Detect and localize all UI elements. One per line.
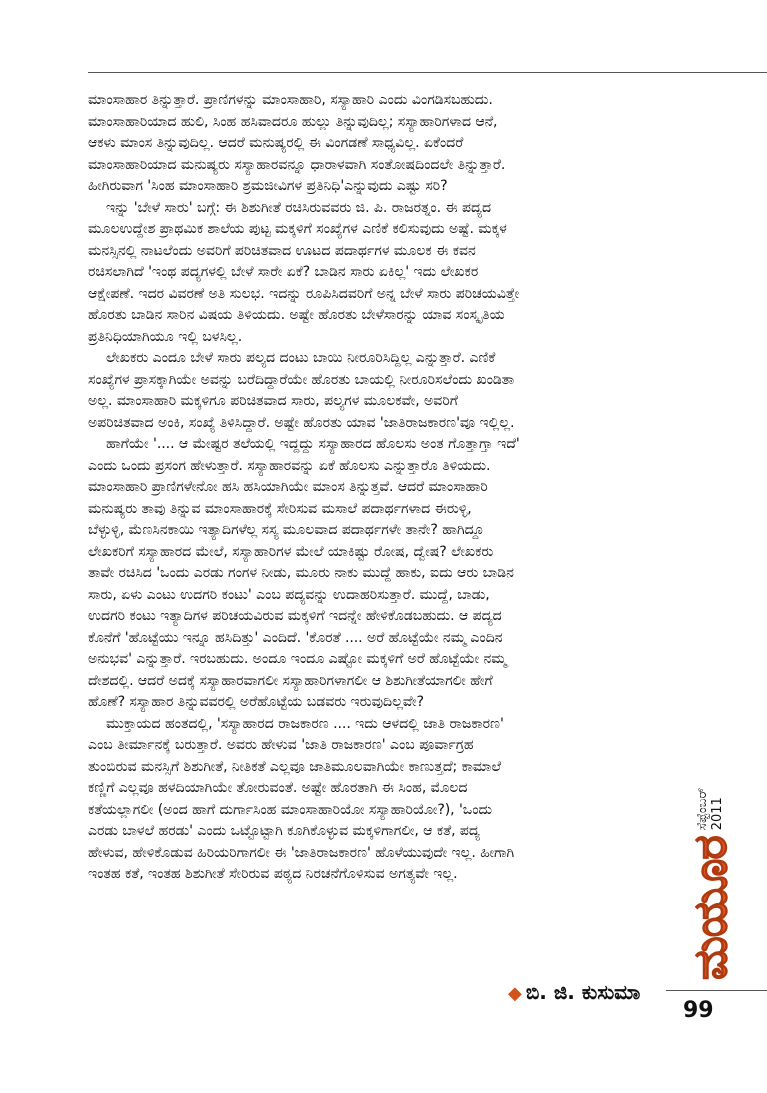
text-line: ಎರಡು ಬಾಳಲೆ ಹರಡು' ಎಂದು ಒಟ್ಟೊಟ್ಟಾಗಿ ಕೂಗಿಕೊಳ್ಳುವ ಮಕ್ಕಳಿಗಾಗಲೀ, ಆ ಕತೆ, ಪದ್ಯ [88,823,480,839]
top-rule [88,72,767,73]
page-number: 99 [683,998,714,1023]
text-line: ಬೆಳ್ಳುಳ್ಳಿ, ಮೆಣಸಿನಕಾಯಿ ಇತ್ಯಾದಿಗಳೆಲ್ಲ ಸಸ್ಯ ಮೂಲವಾದ ಪದಾರ್ಥಗಳೇ ತಾನೇ? ಹಾಗಿದ್ದೂ [88,522,485,538]
text-line: ಸಂಖ್ಯೆಗಳ ಪ್ರಾಸಕ್ಕಾಗಿಯೇ ಅವನ್ನು ಬರೆದಿದ್ದಾರೆಯೇ ಹೊರತು ಬಾಯಲ್ಲಿ ನೀರೂರಿಸಲೆಂದು ಖಂಡಿತಾ [88,371,515,388]
text-line: ಕೊನೆಗೆ 'ಹೊಟ್ಟೆಯು ಇನ್ನೂ ಹಸಿದಿತ್ತು' ಎಂದಿದೆ. 'ಕೊರತೆ .... ಅರೆ ಹೊಟ್ಟೆಯೇ ನಮ್ಮ ಎಂದಿನ [88,629,503,646]
text-line: ಮಾಂಸಾಹಾರಿಯಾದ ಹುಲಿ, ಸಿಂಹ ಹಸಿವಾದರೂ ಹುಲ್ಲು ತಿನ್ನುವುದಿಲ್ಲ; ಸಸ್ಯಾಹಾರಿಗಳಾದ ಆನೆ, [88,113,498,130]
text-line: ಮಾಂಸಾಹಾರಿಯಾದ ಮನುಷ್ಯರು ಸಸ್ಯಾಹಾರವನ್ನೂ ಧಾರಾಳವಾಗಿ ಸಂತೋಷದಿಂದಲೇ ತಿನ್ನುತ್ತಾರೆ. [88,156,506,173]
text-line: ಅಪರಿಚಿತವಾದ ಅಂಕಿ, ಸಂಖ್ಯೆ ತಿಳಿಸಿದ್ದಾರೆ. ಅಷ್ಟೇ ಹೊರತು ಯಾವ 'ಜಾತಿರಾಜಕಾರಣ'ವೂ ಇಲ್ಲಿಲ್ಲ. [88,414,515,431]
text-line: ಮಾಂಸಾಹಾರಿ ಪ್ರಾಣಿಗಳೇನೋ ಹಸಿ ಹಸಿಯಾಗಿಯೇ ಮಾಂಸ ತಿನ್ನುತ್ತವೆ. ಆದರೆ ಮಾಂಸಾಹಾರಿ [88,479,488,495]
text-line: ರಚಿಸಲಾಗಿದೆ 'ಇಂಥ ಪದ್ಯಗಳಲ್ಲಿ ಬೇಳೆ ಸಾರೇ ಏಕೆ? ಬಾಡಿನ ಸಾರು ಏಕಿಲ್ಲ' ಇದು ಲೇಖಕರ [88,264,479,280]
text-line: ಹೊರತು ಬಾಡಿನ ಸಾರಿನ ವಿಷಯ ತಿಳಿಯದು. ಅಷ್ಟೇ ಹೊರತು ಬೇಳೆಸಾರನ್ನು ಯಾವ ಸಂಸ್ಕೃತಿಯ [88,307,505,323]
footer-rule [666,990,767,991]
issue-year: 2011 [710,797,725,831]
text-line: ದೇಶದಲ್ಲಿ. ಆದರೆ ಅದಕ್ಕೆ ಸಸ್ಯಾಹಾರವಾಗಲೀ ಸಸ್ಯಾಹಾರಿಗಳಾಗಲೀ ಆ ಶಿಶುಗೀತೆಯಾಗಲೀ ಹೇಗೆ [88,672,493,689]
text-line: ಮನುಷ್ಯರು ತಾವು ತಿನ್ನುವ ಮಾಂಸಾಹಾರಕ್ಕೆ ಸೇರಿಸುವ ಮಸಾಲೆ ಪದಾರ್ಥಗಳಾದ ಈರುಳ್ಳಿ, [88,500,472,517]
text-line: ಪ್ರತಿನಿಧಿಯಾಗಿಯೂ ಇಲ್ಲಿ ಬಳಸಿಲ್ಲ. [88,328,243,345]
text-line: ತಾವೇ ರಚಿಸಿದ 'ಒಂದು ಎರಡು ಗಂಗಳ ನೀಡು, ಮೂರು ನಾಕು ಮುದ್ದೆ ಹಾಕು, ಐದು ಆರು ಬಾಡಿನ [88,565,514,581]
diamond-icon: ◆ [508,983,522,1004]
text-line: ಮಾಂಸಾಹಾರ ತಿನ್ನುತ್ತಾರೆ. ಪ್ರಾಣಿಗಳನ್ನು ಮಾಂಸಾಹಾರಿ, ಸಸ್ಯಾಹಾರಿ ಎಂದು ವಿಂಗಡಿಸಬಹುದು. [88,92,493,108]
text-line: ಲೇಖಕರಿಗೆ ಸಸ್ಯಾಹಾರದ ಮೇಲೆ, ಸಸ್ಯಾಹಾರಿಗಳ ಮೇಲೆ ಯಾಕಿಷ್ಟು ರೋಷ, ದ್ವೇಷ? ಲೇಖಕರು [88,543,494,560]
text-line: ಆಕ್ಷೇಪಣೆ. ಇದರ ವಿವರಣೆ ಅತಿ ಸುಲಭ. ಇದನ್ನು ರೂಪಿಸಿದವರಿಗೆ ಅನ್ನ ಬೇಳೆ ಸಾರು ಪರಿಚಯವಿತ್ತೇ [88,285,520,302]
magazine-logo: ಮಯೂರ [683,836,737,980]
text-line: ಮನಸ್ಸಿನಲ್ಲಿ ನಾಟಲೆಂದು ಅವರಿಗೆ ಪರಿಚಿತವಾದ ಊಟದ ಪದಾರ್ಥಗಳ ಮೂಲಕ ಈ ಕವನ [88,242,476,259]
text-line: ಮುಕ್ತಾಯದ ಹಂತದಲ್ಲಿ, 'ಸಸ್ಯಾಹಾರದ ರಾಜಕಾರಣ .... ಇದು ಆಳದಲ್ಲಿ ಜಾತಿ ರಾಜಕಾರಣ' [106,715,504,732]
text-line: ಮೂಲಉದ್ದೇಶ ಪ್ರಾಥಮಿಕ ಶಾಲೆಯ ಪುಟ್ಟ ಮಕ್ಕಳಿಗೆ ಸಂಖ್ಯೆಗಳ ಎಣಿಕೆ ಕಲಿಸುವುದು ಅಷ್ಟೆ. ಮಕ್ಕಳ [88,221,507,237]
text-line: ಎಂಬ ತೀರ್ಮಾನಕ್ಕೆ ಬರುತ್ತಾರೆ. ಅವರು ಹೇಳುವ 'ಜಾತಿ ರಾಜಕಾರಣ' ಎಂಬ ಪೂರ್ವಾಗ್ರಹ [88,737,474,753]
text-line: ಲೇಖಕರು ಎಂದೂ ಬೇಳೆ ಸಾರು ಪಲ್ಯದ ದಂಟು ಬಾಯಿ ನೀರೂರಿಸಿದ್ದಿಲ್ಲ ಎನ್ನುತ್ತಾರೆ. ಎಣಿಕೆ [106,350,496,366]
text-line: ಹಾಗೆಯೇ '.... ಆ ಮೇಷ್ಟರ ತಲೆಯಲ್ಲಿ ಇದ್ದದ್ದು ಸಸ್ಯಾಹಾರದ ಹೊಲಸು ಅಂತ ಗೊತ್ತಾಗ್ತಾ ಇದೆ' [106,436,520,452]
sidebar-masthead [680,787,740,980]
text-line: ಆಕಳು ಮಾಂಸ ತಿನ್ನುವುದಿಲ್ಲ. ಆದರೆ ಮನುಷ್ಯರಲ್ಲಿ ಈ ವಿಂಗಡಣೆ ಸಾಧ್ಯವಿಲ್ಲ. ಏಕೆಂದರೆ [88,135,464,151]
text-line: ತುಂಬಿರುವ ಮನಸ್ಸಿಗೆ ಶಿಶುಗೀತೆ, ನೀತಿಕತೆ ಎಲ್ಲವೂ ಜಾತಿಮೂಲವಾಗಿಯೇ ಕಾಣುತ್ತದೆ; ಕಾಮಾಲೆ [88,758,501,775]
article-body [88,90,660,886]
text-line: ಅಲ್ಲ. ಮಾಂಸಾಹಾರಿ ಮಕ್ಕಳಿಗೂ ಪರಿಚಿತವಾದ ಸಾರು, ಪಲ್ಯಗಳ ಮೂಲಕವೇ, ಅವರಿಗೆ [88,393,458,409]
text-line: ಕಣ್ಣಿಗೆ ಎಲ್ಲವೂ ಹಳದಿಯಾಗಿಯೇ ತೋರುವಂತೆ. ಅಷ್ಟೇ ಹೊರತಾಗಿ ಈ ಸಿಂಹ, ಮೊಲದ [88,780,468,796]
text-line: ಉದಗರಿ ಕಂಟು ಇತ್ಯಾದಿಗಳ ಪರಿಚಯವಿರುವ ಮಕ್ಕಳಿಗೆ ಇದನ್ನೇ ಹೇಳಿಕೊಡಬಹುದು. ಆ ಪದ್ಯದ [88,608,502,624]
text-line: ಇನ್ನು 'ಬೇಳೆ ಸಾರು' ಬಗ್ಗೆ: ಈ ಶಿಶುಗೀತೆ ರಚಿಸಿರುವವರು ಜಿ. ಪಿ. ರಾಜರತ್ನಂ. ಈ ಪದ್ಯದ [106,199,492,216]
author-name: ಬಿ. ಜಿ. ಕುಸುಮಾ [525,980,641,1004]
text-line: ಇಂತಹ ಕತೆ, ಇಂತಹ ಶಿಶುಗೀತೆ ಸೇರಿರುವ ಪಠ್ಯದ ನಿರಚನೆಗೊಳಿಸುವ ಅಗತ್ಯವೇ ಇಲ್ಲ. [88,866,458,882]
text-line: ಸಾರು, ಏಳು ಎಂಟು ಉದಗರಿ ಕಂಟು' ಎಂಬ ಪದ್ಯವನ್ನು ಉದಾಹರಿಸುತ್ತಾರೆ. ಮುದ್ದೆ, ಬಾಡು, [88,586,490,603]
text-line: ಹೀಗಿರುವಾಗ 'ಸಿಂಹ ಮಾಂಸಾಹಾರಿ ಶ್ರಮಜೀವಿಗಳ ಪ್ರತಿನಿಧಿ'ಎನ್ನುವುದು ಎಷ್ಟು ಸರಿ? [88,178,448,194]
text-line: ಅನುಭವ' ಎನ್ನುತ್ತಾರೆ. ಇರಬಹುದು. ಅಂದೂ ಇಂದೂ ಎಷ್ಟೋ ಮಕ್ಕಳಿಗೆ ಅರೆ ಹೊಟ್ಟೆಯೇ ನಮ್ಮ [88,651,507,667]
issue-month: ಸೆಪ್ಟೆಂಬರ್ [695,787,710,831]
text-line: ಹೊಣೆ? ಸಸ್ಯಾಹಾರ ತಿನ್ನುವವರಲ್ಲಿ ಅರೆಹೊಟ್ಟೆಯ ಬಡವರು ಇರುವುದಿಲ್ಲವೇ? [88,694,424,710]
text-line: ಕತೆಯಲ್ಲಾಗಲೀ (ಅಂದ ಹಾಗೆ ದುರ್ಗಾಸಿಂಹ ಮಾಂಸಾಹಾರಿಯೋ ಸಸ್ಯಾಹಾರಿಯೋ?), 'ಒಂದು [88,801,493,818]
issue-info [695,787,725,830]
author-byline [508,980,640,1004]
text-line: ಎಂದು ಒಂದು ಪ್ರಸಂಗ ಹೇಳುತ್ತಾರೆ. ಸಸ್ಯಾಹಾರವನ್ನು ಏಕೆ ಹೊಲಸು ಎನ್ನುತ್ತಾರೊ ತಿಳಿಯದು. [88,457,491,474]
text-line: ಹೇಳುವ, ಹೇಳಿಕೊಡುವ ಹಿರಿಯರಿಗಾಗಲೀ ಈ 'ಜಾತಿರಾಜಕಾರಣ' ಹೊಳೆಯುವುದೇ ಇಲ್ಲ. ಹೀಗಾಗಿ [88,844,515,861]
